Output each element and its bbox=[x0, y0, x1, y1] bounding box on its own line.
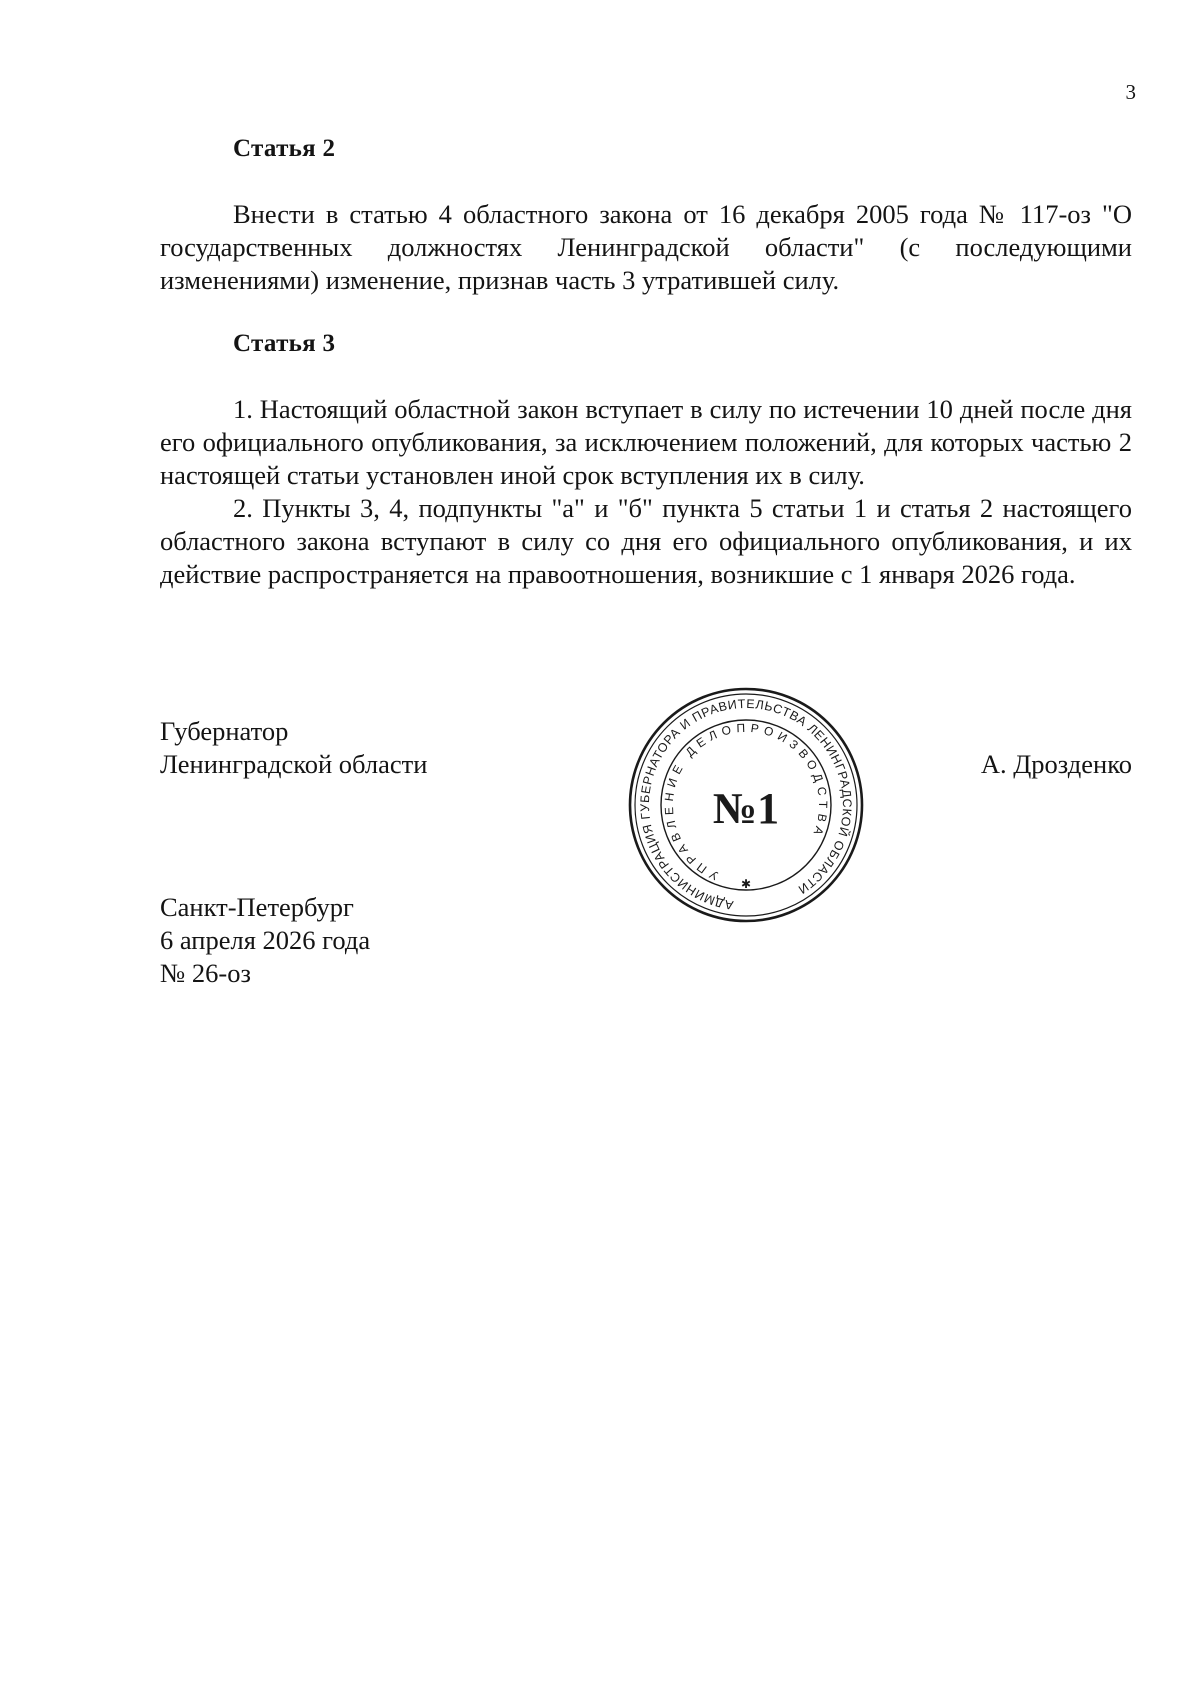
page-number: 3 bbox=[1125, 80, 1136, 104]
signing-date: 6 апреля 2026 года bbox=[160, 925, 371, 955]
signatory-name: А. Дрозденко bbox=[980, 749, 1132, 779]
article-3-paragraph-1: 1. Настоящий областной закон вступает в силу по истечении 10 дней после дня его официального опубликования, за исключением положений, для которых частью 2 настоящей статьи установлен иной срок вступления их в силу. bbox=[160, 394, 1132, 490]
law-number: № 26-оз bbox=[160, 958, 251, 988]
stamp-outer-text: АДМИНИСТРАЦИЯ ГУБЕРНАТОРА И ПРАВИТЕЛЬСТВА ЛЕНИНГРАДСКОЙ ОБЛАСТИ bbox=[637, 696, 855, 913]
stamp-star-icon: ✱ bbox=[740, 877, 752, 891]
city: Санкт-Петербург bbox=[160, 892, 354, 922]
signature-title-line-2: Ленинградской области bbox=[160, 749, 428, 779]
stamp-center-number: №1 bbox=[712, 784, 780, 833]
article-2-paragraph: Внести в статью 4 областного закона от 16 декабря 2005 года № 117-оз "О государственных должностях Ленинградской области" (с последующими изменениями) изменение, признав часть 3 утратившей силу. bbox=[160, 199, 1132, 295]
article-2-heading: Статья 2 bbox=[233, 135, 336, 162]
article-3-heading: Статья 3 bbox=[233, 330, 336, 357]
article-3-paragraph-2: 2. Пункты 3, 4, подпункты "а" и "б" пункта 5 статьи 1 и статья 2 настоящего областного закона вступают в силу со дня его официального опубликования, и их действие распространяется на правоотношения, возникшие с 1 января 2026 года. bbox=[160, 493, 1132, 589]
official-stamp bbox=[627, 686, 865, 924]
signature-title-line-1: Губернатор bbox=[160, 716, 289, 746]
stamp-inner-text: УПРАВЛЕНИЕ ДЕЛОПРОИЗВОДСТВА bbox=[661, 720, 831, 883]
